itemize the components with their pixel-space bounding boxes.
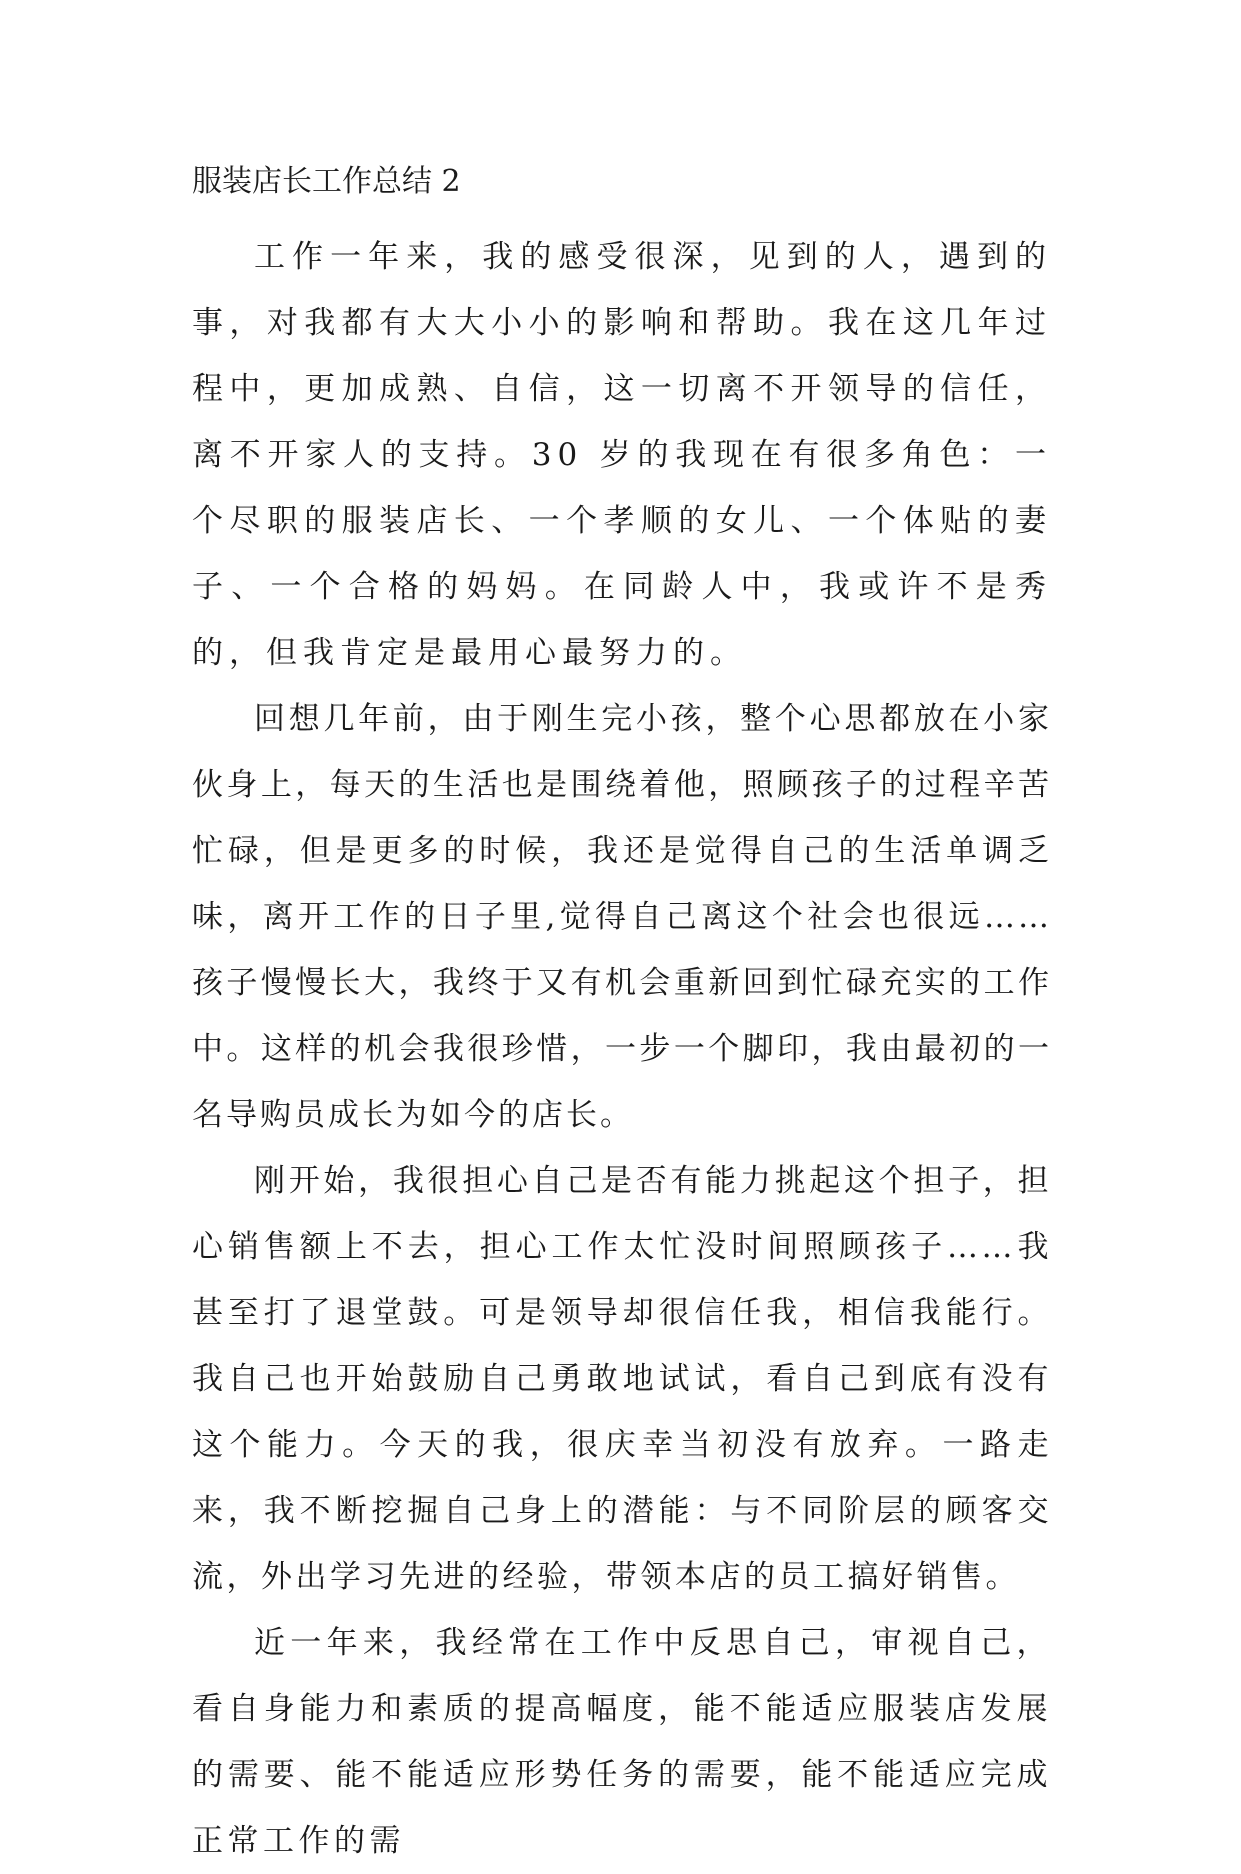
document-body	[192, 224, 1052, 1874]
paragraph-beginning: 刚开始，我很担心自己是否有能力挑起这个担子，担心销售额上不去，担心工作太忙没时间照顾孩子……我甚至打了退堂鼓。可是领导却很信任我，相信我能行。我自己也开始鼓励自己勇敢地试试，看自己到底有没有这个能力。今天的我，很庆幸当初没有放弃。一路走来，我不断挖掘自己身上的潜能：与不同阶层的顾客交流，外出学习先进的经验，带领本店的员工搞好销售。	[192, 1163, 1052, 1595]
document-title: 服装店长工作总结 2	[192, 164, 461, 199]
paragraph-intro: 工作一年来，我的感受很深，见到的人，遇到的事，对我都有大大小小的影响和帮助。我在这几年过程中，更加成熟、自信，这一切离不开领导的信任，离不开家人的支持。30 岁的我现在有很多角色：一个尽职的服装店长、一个孝顺的女儿、一个体贴的妻子、一个合格的妈妈。在同龄人中，我或许不是秀的，但我肯定是最用心最努力的。	[192, 239, 1052, 671]
paragraph-recollection: 回想几年前，由于刚生完小孩，整个心思都放在小家伙身上，每天的生活也是围绕着他，照顾孩子的过程辛苦忙碌，但是更多的时候，我还是觉得自己的生活单调乏味，离开工作的日子里,觉得自己离这个社会也很远……孩子慢慢长大，我终于又有机会重新回到忙碌充实的工作中。这样的机会我很珍惜，一步一个脚印，我由最初的一名导购员成长为如今的店长。	[192, 701, 1052, 1133]
paragraph-reflection: 近一年来，我经常在工作中反思自己，审视自己，看自身能力和素质的提高幅度，能不能适应服装店发展的需要、能不能适应形势任务的需要，能不能适应完成正常工作的需	[192, 1625, 1052, 1859]
